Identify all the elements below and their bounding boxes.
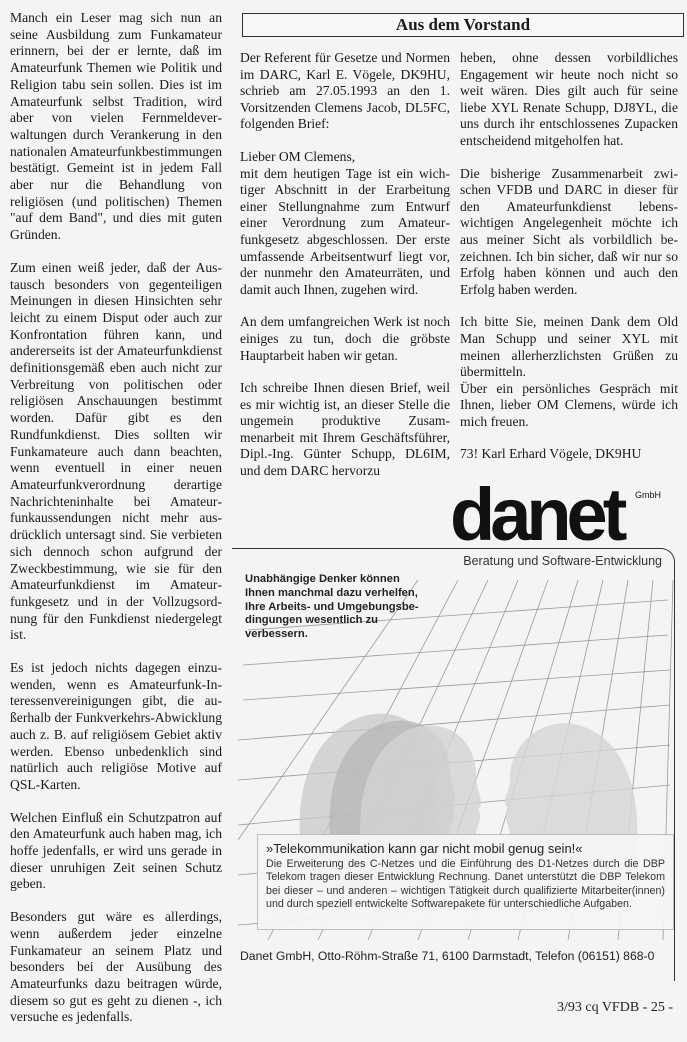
letter-salutation: Lieber OM Clemens, xyxy=(240,148,356,164)
letter-column-right xyxy=(460,50,678,479)
article-paragraph: Manch ein Leser mag sich nun an seine Ausbildung zum Funkamateur erinnern, bei der er lernte, daß im Amateurfunk Themen wie Politik und Religion tabu sein sollen. Dies ist im Amateurfunk selbst Tradition, wird aber von vielen Fernmeldeverwaltungen durch Verankerung in den nationalen Amateurfunkbestimmungen bestätigt. Gemeint ist in jedem Fall aber nur die Behandlung von religiösen (und politischen) Themen "auf dem Band", und dies mit guten Gründen. xyxy=(10,10,222,243)
ad-address: Danet GmbH, Otto-Röhm-Straße 71, 6100 Darmstadt, Telefon (06151) 868-0 xyxy=(240,949,655,963)
logo-wordmark: danet xyxy=(450,478,623,548)
danet-logo xyxy=(450,478,675,548)
ad-tagline: Beratung und Software-Entwicklung xyxy=(463,554,662,568)
logo-gmbh: GmbH xyxy=(635,490,662,500)
letter-signature: 73! Karl Erhard Vögele, DK9HU xyxy=(460,446,642,462)
letter-paragraph: Die bisherige Zusammenarbeit zwischen VFDB und DARC in dieser für den Amateurfunkdienst lebenswichtigen Angelegenheit möchte ich aus meiner Sicht als vorbildlich bezeichnen. Ich bin sicher, daß wir nur so Erfolg haben können und auch den Erfolg haben werden. xyxy=(460,165,678,297)
article-paragraph: Es ist jedoch nichts dagegen einzuwenden, wenn es Amateurfunk-Interessenvereinigungen gibt, die außerhalb der Funkverkehrs-Abwicklung auch z. B. auf religiösem Gebiet aktiv werden. Ebenso unbedenklich sind natürlich auch religiöse Motive auf QSL-Karten. xyxy=(10,660,222,792)
ad-intro-text: Unabhängige Denker können Ihnen manchmal dazu verhelfen, Ihre Arbeits- und Umgebungsbedingungen wesentlich zu verbessern. xyxy=(245,573,419,641)
left-column-article xyxy=(10,10,222,1042)
letter-paragraph: Ich bitte Sie, meinen Dank dem Old Man Schupp und seiner XYL mit meinen allerherzlichsten Grüßen zu übermitteln. xyxy=(460,314,678,380)
section-title: Aus dem Vorstand xyxy=(395,15,531,34)
ad-quote-box xyxy=(257,834,674,930)
letter-paragraph: Über ein persönliches Gespräch mit Ihnen, lieber OM Clemens, würde ich mich freuen. xyxy=(460,380,678,429)
ad-quote-title: »Telekommunikation kann gar nicht mobil genug sein!« xyxy=(266,841,583,856)
article-paragraph: Besonders gut wäre es allerdings, wenn außerdem jeder einzelne Funkamateur an seinem Platz und besonders bei der Ausübung des Amateurfunks dazu beitragen würde, diesem so gut es geht zu dienen -, ich versuche es jedenfalls. xyxy=(10,909,222,1025)
letter-paragraph: Ich schreibe Ihnen diesen Brief, weil es mir wichtig ist, an dieser Stelle die ungemein produktive Zusammenarbeit mit Ihrem Geschäftsführer, Dipl.-Ing. Günter Schupp, DL6IM, und dem DARC hervorzu xyxy=(240,380,450,479)
page-footer: 3/93 cq VFDB - 25 - xyxy=(556,1000,673,1015)
article-paragraph: Zum einen weiß jeder, daß der Austausch besonders von gegenteiligen Meinungen in diesen Hinsichten sehr leicht zu einem Disput oder auch zur Konfrontation führen kann, und andererseits ist der Amateurfunkdienst definitionsgemäß eben auch nicht zur Verbreitung von politischen oder religiösen Anschauungen bestimmt worden. Dafür gibt es den Rundfunkdienst. Dies sollten wir Funkamateure auch dann beachten, wenn eventuell in einer neuen Amateurfunkverordnung derartige Nachrichteninhalte bei Amateurfunkaussendungen nicht mehr ausdrücklich untersagt sind. Sie verbieten sich dennoch schon aufgrund der Zweckbestimmung, wie sie für den Amateurfunkdienst im Amateurfunkgesetz und in der Vollzugsordnung für den Funkdienst niedergelegt ist. xyxy=(10,259,222,643)
article-paragraph: Welchen Einfluß ein Schutzpatron auf den Amateurfunk auch haben mag, ich hoffe jedenfalls, er wird uns gerade in dieser unruhigen Zeit seinen Schutz geben. xyxy=(10,809,222,892)
letter-paragraph: heben, ohne dessen vorbildliches Engagement wir heute noch nicht so weit wären. Dies gilt auch für seine liebe XYL Renate Schupp, DJ8YL, die uns durch ihr entschlossenes Zupacken entscheidend mitgeholfen hat. xyxy=(460,50,678,148)
letter-intro: Der Referent für Gesetze und Normen im DARC, Karl E. Vögele, DK9HU, schrieb am 27.05.1993 an den 1. Vorsitzenden Clemens Jacob, DL5FC, folgenden Brief: xyxy=(240,50,450,132)
section-header xyxy=(242,13,684,37)
letter-paragraph: mit dem heutigen Tage ist ein wichtiger Abschnitt in der Erarbeitung einer Stellungnahme zum Entwurf einer Verordnung zum Amateurfunkgesetz abgeschlossen. Der erste umfassende Arbeitsentwurf liegt vor, der nunmehr den Amateurräten, und damit auch Ihnen, zugehen wird. xyxy=(240,165,450,297)
letter-column-middle xyxy=(240,50,450,496)
danet-logo-icon xyxy=(450,478,675,548)
ad-quote-body: Die Erweiterung des C-Netzes und die Einführung des D1-Netzes durch die DBP Telekom tragen dieser Entwicklung Rechnung. Danet unterstützt die DBP Telekom bei dieser – und anderen – wichtigen Tätigkeit durch qualifizierte Mitarbeiter(innen) und durch speziell entwickelte Softwarepakete für unterschiedliche Aufgaben. xyxy=(266,858,665,910)
letter-paragraph: An dem umfangreichen Werk ist noch einiges zu tun, doch die gröbste Hauptarbeit haben wir getan. xyxy=(240,314,450,363)
